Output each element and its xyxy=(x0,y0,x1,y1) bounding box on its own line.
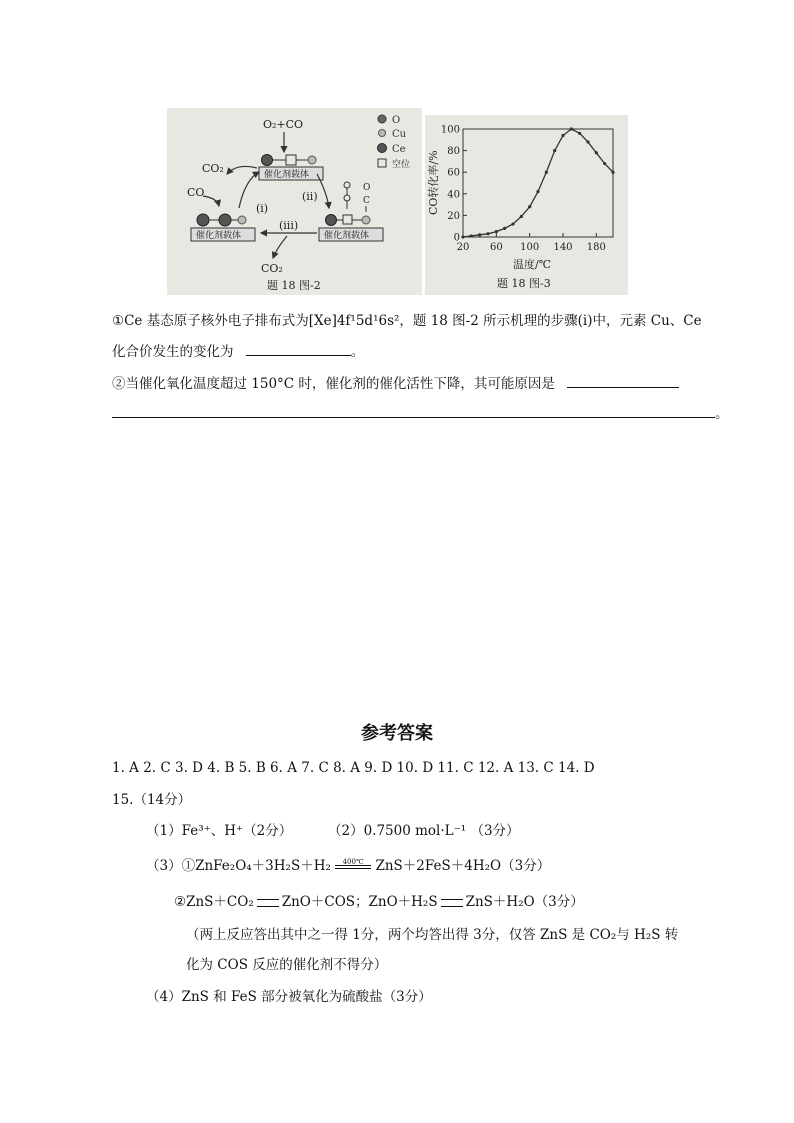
step-ii-label: (ii) xyxy=(302,190,318,203)
y-tick-label: 0 xyxy=(453,232,460,244)
conversion-curve xyxy=(463,129,613,237)
data-point xyxy=(595,151,598,154)
question-line-1: ①Ce 基态原子核外电子排布式为[Xe]4f¹5d¹6s²，题 18 图-2 所示机理的步骤(i)中，元素 Cu、Ce xyxy=(112,313,702,329)
question-line-2-end: 。 xyxy=(350,344,365,360)
reactant-o2-co: O₂+CO xyxy=(263,118,304,131)
x-tick-label: 100 xyxy=(520,242,540,253)
conversion-figure xyxy=(425,115,628,295)
answers-title: 参考答案 xyxy=(361,723,433,744)
support-top xyxy=(259,155,323,181)
data-point xyxy=(470,234,473,237)
question-15-header: 15.（14分） xyxy=(112,792,192,808)
co-left: CO xyxy=(187,186,205,199)
answer-blank-3[interactable] xyxy=(112,404,715,418)
answer-15-2: （2）0.7500 mol·L⁻¹ （3分） xyxy=(328,823,520,839)
data-point xyxy=(603,162,606,165)
atom-c-top: C xyxy=(363,196,370,206)
x-tick-label: 180 xyxy=(586,242,606,253)
x-tick-label: 140 xyxy=(553,242,573,253)
data-point xyxy=(553,149,556,152)
data-point xyxy=(570,127,573,130)
step-i-label: (i) xyxy=(256,202,269,215)
data-point xyxy=(503,227,506,230)
atom-o-top: O xyxy=(363,183,371,193)
equals-sign-2 xyxy=(441,899,463,907)
answer-15-3b-part-a: ②ZnS＋CO₂ xyxy=(174,894,254,910)
y-tick-label: 20 xyxy=(447,210,460,222)
question-line-2 xyxy=(112,342,364,361)
legend-cu: Cu xyxy=(392,129,407,140)
question-line-3-text: ②当催化氧化温度超过 150°C 时，催化剂的催化活性下降，其可能原因是 xyxy=(112,376,555,392)
answer-15-3-eq-right: ZnS＋2FeS＋4H₂O（3分） xyxy=(375,858,551,874)
data-point xyxy=(611,171,614,174)
answer-15-4: （4）ZnS 和 FeS 部分被氧化为硫酸盐（3分） xyxy=(146,989,432,1005)
co-conversion-chart xyxy=(425,115,628,295)
y-tick-label: 60 xyxy=(447,167,460,179)
answer-15-3a xyxy=(146,857,550,875)
support-label-right: 催化剂载体 xyxy=(324,231,370,241)
data-point xyxy=(461,235,464,238)
data-point xyxy=(536,190,539,193)
question-line-4-end: 。 xyxy=(715,406,729,422)
legend-o-marker xyxy=(378,115,386,123)
answer-15-3b xyxy=(174,893,584,911)
y-tick-label: 40 xyxy=(447,189,460,201)
figure2-caption: 题 18 图-2 xyxy=(267,279,321,292)
legend-vacancy: 空位 xyxy=(392,160,411,170)
legend-ce-marker xyxy=(378,144,387,153)
data-point xyxy=(561,134,564,137)
support-label-left: 催化剂载体 xyxy=(196,231,242,241)
y-tick-label: 100 xyxy=(440,124,460,136)
answer-blank-2[interactable] xyxy=(567,374,679,388)
answer-15-3-prefix: （3）① xyxy=(146,858,196,874)
reaction-condition: 400℃ xyxy=(342,857,364,866)
support-right xyxy=(319,182,383,241)
choice-answers: 1. A 2. C 3. D 4. B 5. B 6. A 7. C 8. A 9. D 10. D 11. C 12. A 13. C 14. D xyxy=(112,760,595,776)
legend-o: O xyxy=(392,115,401,126)
answer-15-3b-part-b: ZnO＋COS；ZnO＋H₂S xyxy=(281,894,438,910)
support-label-top: 催化剂载体 xyxy=(264,170,310,180)
legend-cu-marker xyxy=(379,130,386,137)
chart-ylabel: CO转化率/% xyxy=(427,150,440,215)
legend-vacancy-marker xyxy=(378,159,386,167)
mechanism-figure xyxy=(167,108,422,295)
answer-blank-1[interactable] xyxy=(246,342,351,356)
mechanism-diagram xyxy=(167,108,422,295)
data-point xyxy=(486,232,489,235)
data-point xyxy=(520,215,523,218)
equals-sign-1 xyxy=(257,899,279,907)
co2-left: CO₂ xyxy=(202,162,224,175)
answer-15-1: （1）Fe³⁺、H⁺（2分） xyxy=(146,823,293,839)
answer-note-2: 化为 COS 反应的催化剂不得分） xyxy=(186,957,388,973)
data-point xyxy=(495,230,498,233)
data-point xyxy=(478,233,481,236)
answer-15-3-eq-left: ZnFe₂O₄＋3H₂S＋H₂ xyxy=(195,858,331,874)
step-iii-label: (iii) xyxy=(279,219,299,232)
x-tick-label: 60 xyxy=(489,242,503,253)
legend xyxy=(378,115,411,170)
question-line-2-text: 化合价发生的变化为 xyxy=(112,344,234,360)
x-tick-label: 20 xyxy=(456,242,470,253)
data-point xyxy=(578,132,581,135)
chart-xlabel: 温度/℃ xyxy=(513,258,552,271)
figure3-caption: 题 18 图-3 xyxy=(497,277,551,290)
question-line-4 xyxy=(112,404,729,423)
question-line-3 xyxy=(112,374,679,393)
data-point xyxy=(545,171,548,174)
co2-bottom: CO₂ xyxy=(261,262,283,275)
answer-15-3b-part-c: ZnS＋H₂O（3分） xyxy=(465,894,584,910)
y-tick-label: 80 xyxy=(447,146,460,158)
data-point xyxy=(528,205,531,208)
support-left xyxy=(191,214,255,241)
data-point xyxy=(586,140,589,143)
answer-note-1: （两上反应答出其中之一得 1分，两个均答出得 3分，仅答 ZnS 是 CO₂与 H₂S 转 xyxy=(186,927,679,943)
reaction-arrow xyxy=(335,857,371,873)
data-point xyxy=(511,222,514,225)
legend-ce: Ce xyxy=(392,144,406,155)
